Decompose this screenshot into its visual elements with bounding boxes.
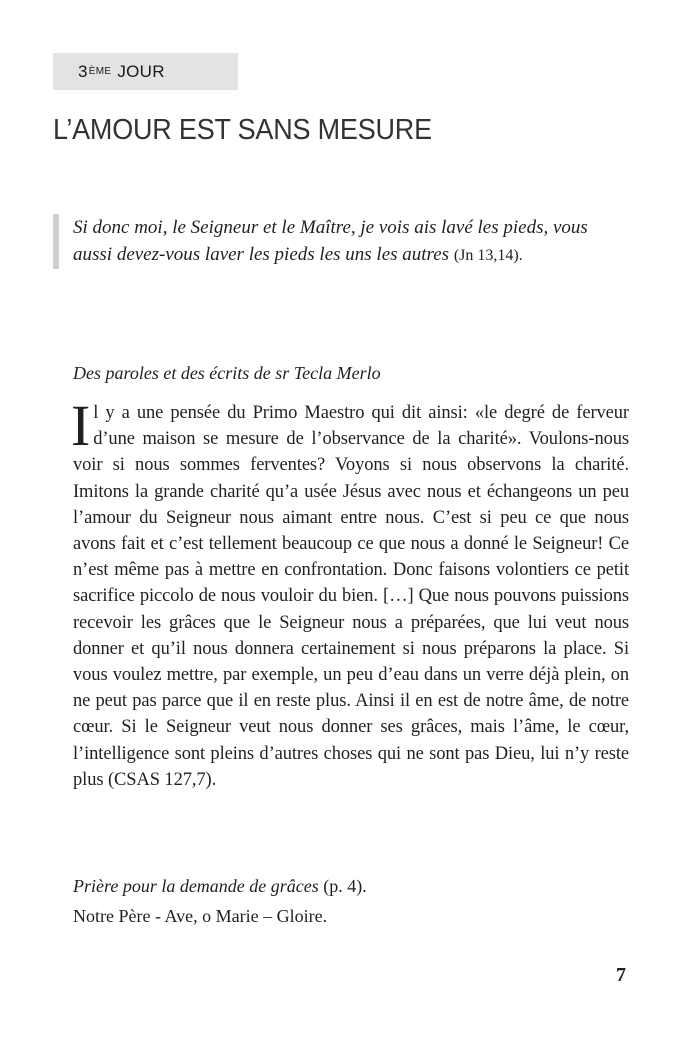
scripture-quote: [53, 214, 593, 269]
day-label: [53, 53, 238, 90]
page-number: 7: [616, 964, 626, 986]
drop-cap: I: [71, 393, 91, 458]
prayer-section: [73, 871, 367, 931]
day-suffix: ÈME: [88, 66, 112, 77]
quote-reference: (Jn 13,14).: [453, 247, 523, 264]
quote-text: Si donc moi, le Seigneur et le Maître, je vois ais lavé les pieds, vous aussi devez-vous laver les pieds les uns les autres: [73, 217, 588, 265]
body-paragraph: [71, 393, 629, 793]
prayer-line: Notre Père - Ave, o Marie – Gloire.: [73, 906, 328, 926]
day-number: 3: [78, 61, 88, 81]
body-text: l y a une pensée du Primo Maestro qui dit ainsi: «le degré de ferveur d’une maison se mesure de l’observance de la charité». Voulons-nous voir si nous sommes ferventes? Voyons si nous observons la charité. Imitons la grande charité qu’a usée Jésus avec nous et échangeons un peu l’amour du Seigneur nous aimant entre nous. C’est si peu ce que nous avons fait et c’est tellement beaucoup ce que nous a donné le Seigneur! Ce n’est même pas à mettre en confrontation. Donc faisons volontiers ce petit sacrifice piccolo de nous vouloir du bien. […] Que nous pouvons puissions recevoir les grâces que le Seigneur nous a préparées, que lui veut nous donner et qu’il nous donnera certainement si nous préparons la place. Si vous voulez mettre, par exemple, un peu d’eau dans un verre déjà plein, on ne peut pas parce que il en reste plus. Ainsi il en est de notre âme, de notre cœur. Si le Seigneur veut nous donner ses grâces, mais l’âme, le cœur, l’intelligence sont pleins d’autres choses qui ne sont pas Dieu, lui n’y reste plus (CSAS 127,7).: [73, 403, 629, 790]
source-heading: Des paroles et des écrits de sr Tecla Merlo: [73, 363, 381, 383]
prayer-page-ref: (p. 4).: [323, 876, 367, 896]
day-word: JOUR: [117, 61, 165, 81]
page-title: L’AMOUR EST SANS MESURE: [53, 114, 432, 146]
prayer-label: Prière pour la demande de grâces: [73, 876, 319, 896]
